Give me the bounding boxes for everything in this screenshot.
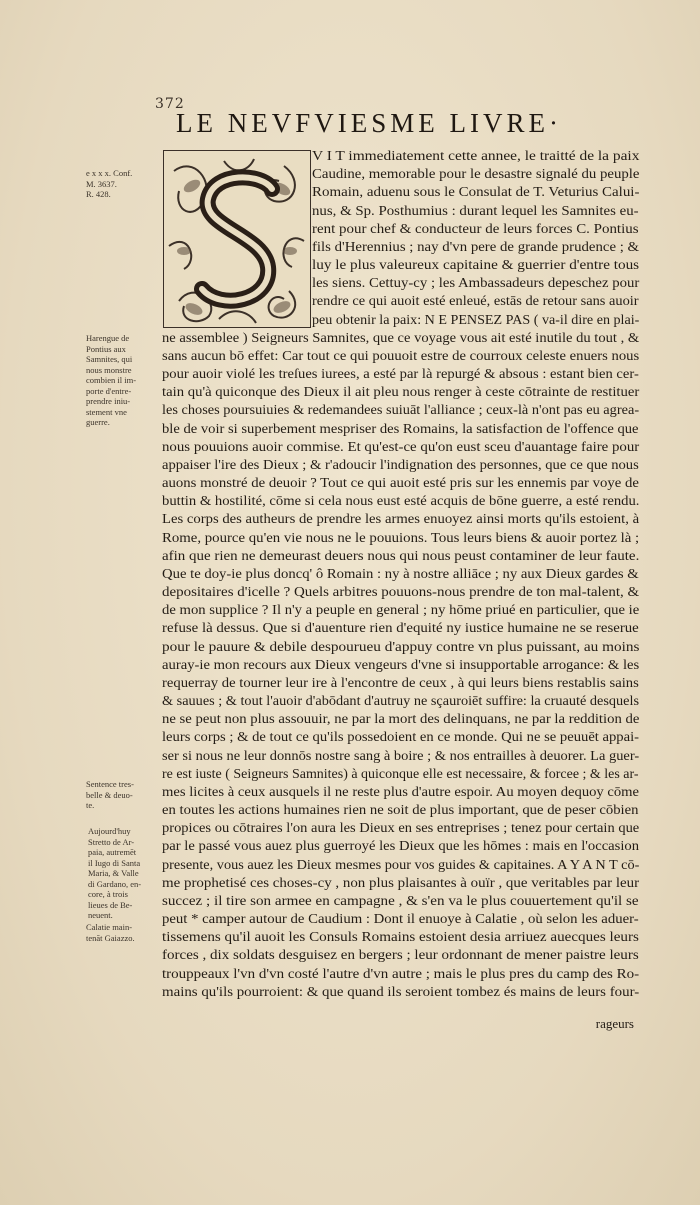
body-line: Romain, aduenu sous le Consulat de T. Veturius Calui- bbox=[312, 185, 640, 201]
folio-number: 372 bbox=[155, 96, 185, 112]
body-line: les siens. Cettuy-cy ; les Ambassadeurs depeschez pour bbox=[312, 276, 640, 292]
body-line: mains qu'ils pourroient: & que quand ils seroient tombez és mains de leurs four- bbox=[162, 984, 640, 1000]
body-line: luy le plus valeureux capitaine & guerrier d'entre tous bbox=[312, 258, 640, 274]
decorated-initial-s bbox=[163, 150, 311, 328]
body-line: fils d'Herennius ; nay d'vn pere de grande prudence ; & bbox=[312, 239, 640, 255]
body-line: ser si nous ne leur donnōs nostre sang à boire ; & nos entrailles à deuorer. La guer- bbox=[162, 748, 640, 764]
body-line: les choses poursuiuies & redemandees suiuāt l'alliance ; ceux-là n'ont pas eu agrea- bbox=[162, 403, 640, 419]
body-line: presente, vous auez les Dieux mesmes pour vos guides & capitaines. A Y A N T cō- bbox=[162, 857, 640, 873]
body-line: nus, & Sp. Posthumius : durant lequel les Samnites eu- bbox=[312, 203, 639, 219]
catchword: rageurs bbox=[595, 1016, 634, 1031]
body-line: sans aucun bō effet: Car tout ce qui pouuoit estre de courroux celeste enuers nous bbox=[162, 348, 640, 364]
body-line: Que te doy-ie plus doncq' ô Romain : ny à nostre alliāce ; ny aux Dieux gardes & bbox=[162, 566, 639, 582]
body-line: par le passé vous auez plus guerroyé les Dieux que les hōmes : mais en l'occasion bbox=[162, 839, 640, 855]
body-line: afin que rien ne demeurast deuers nous qui nous peust contaminer de leur faute. bbox=[162, 548, 640, 564]
body-line: auons monstré de deuoir ? Tout ce qui auoit esté pris sur les ennemis par voye de bbox=[162, 476, 639, 492]
body-line: pour le pauure & debile despourueu d'appuy contre vn plus puissant, au moins bbox=[162, 639, 640, 655]
body-line: tain qu'à quiconque des Dieux il ait pleu nous renger à ceste cōtrainte de restituer bbox=[162, 385, 640, 401]
body-line: me prophetisé ces choses-cy , non plus plaisantes à ouïr , que veritables par leur bbox=[162, 875, 640, 891]
body-line: ne assemblee ) Seigneurs Samnites, que ce voyage vous ait esté inutile du tout , & bbox=[162, 330, 640, 346]
side-note-calatie: Calatie main- tenāt Gaiazzo. bbox=[86, 922, 135, 943]
body-line: Caudine, memorable pour le desastre signalé du peuple bbox=[312, 167, 640, 183]
running-title: LE NEVFVIESME LIVRE· bbox=[176, 108, 562, 138]
body-line: ne se peut non plus assouuir, ne par la mort des delinquans, ne par la reddition de bbox=[162, 712, 640, 728]
ornamental-foliage-icon bbox=[164, 151, 310, 327]
body-line: rendre ce qui auoit esté enleué, estās de retour sans auoir bbox=[312, 294, 639, 310]
body-line: peu obtenir la paix: N E PENSEZ PAS ( va-il dire en plai- bbox=[312, 312, 640, 328]
body-line: ble de voir si superbement mespriser des Romains, la satisfaction de l'offence que bbox=[162, 421, 639, 437]
body-line: leurs corps ; & de tout ce qu'ils possedoient en ce monde. Qui ne se peuuēt appai- bbox=[162, 730, 640, 746]
body-line: pour auoir violé les treſues iurees, a esté par là repurgé & absous : estant bien cer- bbox=[162, 367, 639, 383]
body-line: Rome, pource qu'en vie nous ne le pouuions. Tous leurs biens & auoir portez là ; bbox=[162, 530, 640, 546]
body-line: requerray de tourner leur ire à l'encontre de ceux , à qui leurs biens restablis sains bbox=[162, 675, 639, 691]
body-line: buttin & hostilité, cōme si cela nous eust esté acquis de bōne guerre, a esté rendu. bbox=[162, 494, 640, 510]
body-line: appaiser l'ire des Dieux ; & r'adoucir l'indignation des personnes, que ce que nous bbox=[162, 457, 639, 473]
body-line: rent pour chef & conducteur de leurs forces C. Pontius bbox=[312, 221, 639, 237]
body-line: tissemens qu'il auoit les Consuls Romains estoient desia arriuez auecques leurs bbox=[162, 930, 639, 946]
side-note-date: e x x x. Conf. M. 3637. R. 428. bbox=[86, 168, 133, 199]
body-line: succez ; il tire son armee en campagne , & s'en va le plus couuertement qu'il se bbox=[162, 893, 639, 909]
body-line: peut * camper autour de Caudium : Dont il enuoye à Calatie , où selon les aduer- bbox=[162, 912, 639, 928]
body-line: trouppeaux l'vn d'vn costé l'autre d'vn autre ; mais le plus pres du camp des Ro- bbox=[162, 966, 640, 982]
body-line: propices ou cōtraires l'on aura les Dieux en ses entreprises ; tenez pour certain que bbox=[162, 821, 640, 837]
body-line: auray-ie mon recours aux Dieux vengeurs d'vne si insupportable arrogance: & les bbox=[162, 657, 640, 673]
body-line: V I T immediatement cette annee, le traitté de la paix bbox=[312, 149, 640, 164]
side-note-harangue: Harengue de Pontius aux Samnites, qui nous monstre combien il im- porte d'entre- prendre iniu- stement vne guerre. bbox=[86, 333, 137, 427]
side-note-stretto: Aujourd'huy Stretto de Ar- paia, autremēt il Iugo di Santa Maria, & Valle di Gardano, en- core, à trois lieues de Be- neuent. bbox=[88, 826, 142, 920]
body-line: & sauues ; & tout l'auoir d'abōdant d'autruy ne sçauroiēt suffire: la cruauté desquels bbox=[162, 694, 640, 710]
body-line: en toutes les actions humaines rien ne soit de plus important, que de peser cōbien bbox=[162, 803, 639, 819]
body-line: forces , dix soldats desguisez en bergers ; leur ordonnant de mener paistre leurs bbox=[162, 948, 639, 964]
body-line: depositaires d'icelle ? Quels arbitres pouuons-nous prendre de ton mal-talent, & bbox=[162, 585, 640, 601]
body-line: Les corps des autheurs de prendre les armes enuoyez ainsi morts qu'ils estoient, à bbox=[162, 512, 640, 528]
body-line: refuse là dessus. Que si d'auenture rien d'equité ny iustice humaine ne se reserue bbox=[162, 621, 639, 637]
body-line: nous pouuions auoir commise. Et qu'est-ce qu'on eust sceu d'auantage faire pour bbox=[162, 439, 640, 455]
side-note-sentence: Sentence tres- belle & deuo- te. bbox=[86, 779, 134, 810]
body-line: mes licites à ceux ausquels il ne reste plus d'autre espoir. Au moyen dequoy cōme bbox=[162, 784, 640, 800]
body-line: de mon supplice ? Il n'y a peuple en general ; ny hōme priué en particulier, que ie bbox=[162, 603, 640, 619]
body-line: re est iuste ( Seigneurs Samnites) à quiconque elle est necessaire, & forcee ; & les ar- bbox=[162, 766, 639, 782]
